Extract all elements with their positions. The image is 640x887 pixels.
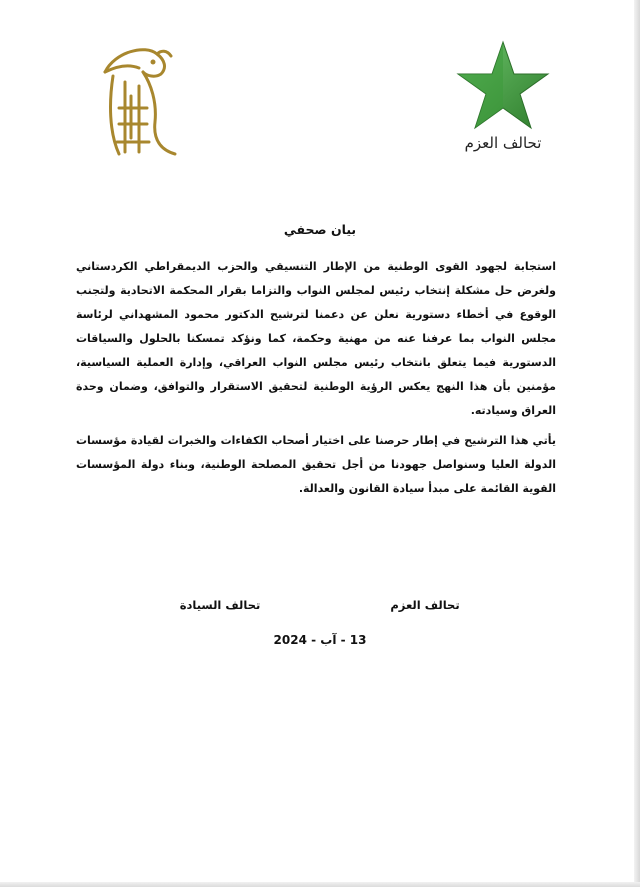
page-edge-shadow-right xyxy=(634,0,640,887)
paragraph-1: استجابة لجهود القوى الوطنية من الإطار التنسيقي والحزب الديمقراطي الكردستاني ولغرض حل مشكلة إنتخاب رئيس لمجلس النواب والتزاما بقرار المحكمة الاتحادية ولتجنب الوقوع في أخطاء دستورية نعلن عن دعمنا لترشيح الدكتور محمود المشهداني لرئاسة مجلس النواب بما عرفنا عنه من مهنية وحكمة، كما ونؤكد تمسكنا بالحلول والسياقات الدستورية فيما يتعلق بانتخاب رئيس مجلس النواب العراقي، وإدارة العملية السياسية، مؤمنين بأن هذا النهج يعكس الرؤية الوطنية لتحقيق الاستقرار والتوافق، وضمان وحدة العراق وسيادته. xyxy=(76,260,556,417)
document-body xyxy=(76,255,556,507)
green-star-icon xyxy=(453,38,553,134)
document-title: بيان صحفي xyxy=(283,222,357,237)
document-date: 13 - آب - 2024 xyxy=(273,633,367,647)
paragraph-2: يأتي هذا الترشيح في إطار حرصنا على اختيار أصحاب الكفاءات والخبرات لقيادة مؤسسات الدولة العليا وسنواصل جهودنا من أجل تحقيق المصلحة الوطنية، وبناء دولة المؤسسات القوية القائمة على مبدأ سيادة القانون والعدالة. xyxy=(76,434,556,495)
signature-azm-alliance: تحالف العزم xyxy=(390,598,460,612)
signature-siyada-alliance: تحالف السيادة xyxy=(179,598,261,612)
page-edge-shadow-bottom xyxy=(0,882,640,887)
azm-alliance-caption: تحالف العزم xyxy=(464,134,542,152)
eagle-emblem-logo xyxy=(95,42,185,162)
